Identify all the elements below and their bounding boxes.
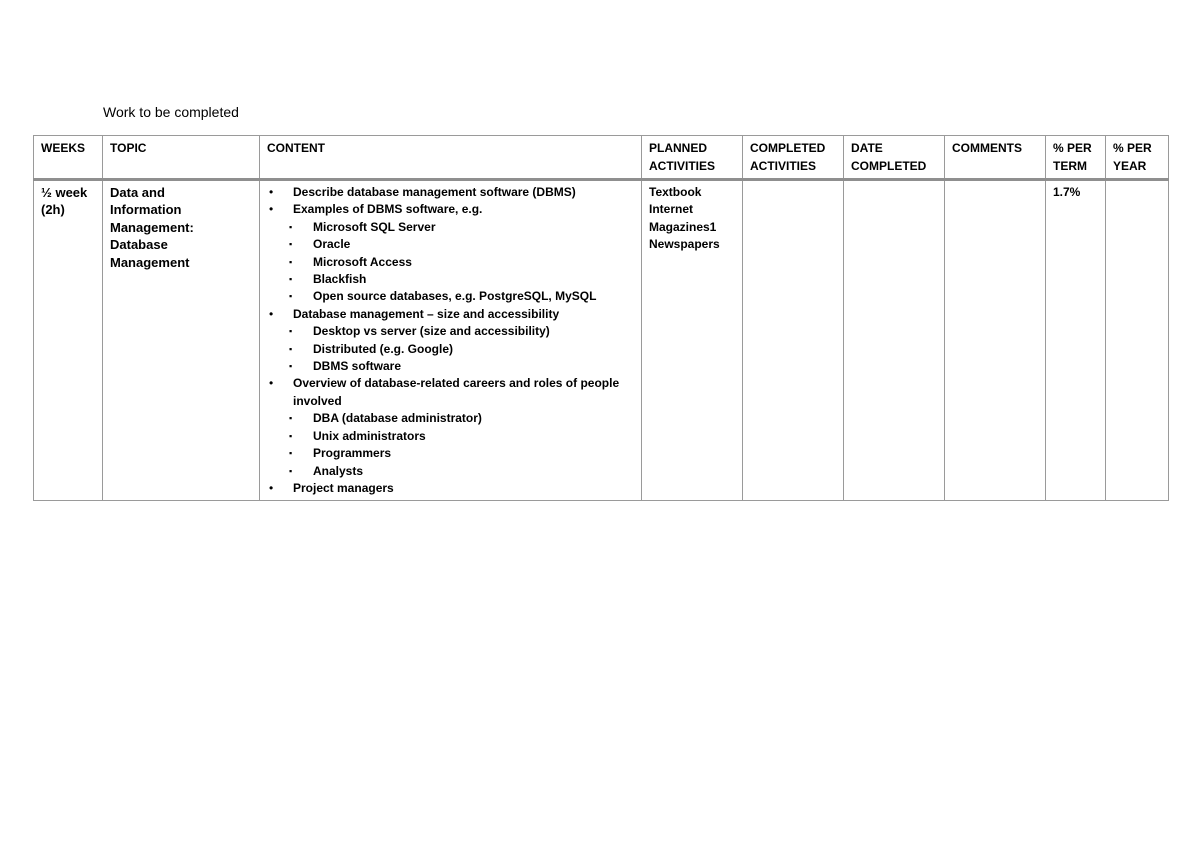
header-row <box>34 136 1169 180</box>
square-bullet-icon: ▪ <box>289 326 293 337</box>
page-heading: Work to be completed <box>103 104 239 120</box>
header-per-year: % PER YEAR <box>1106 136 1169 180</box>
square-bullet-icon: ▪ <box>289 465 293 476</box>
header-content: CONTENT <box>260 136 642 180</box>
list-item: • Overview of database-related careers and roles of people involved <box>269 376 620 408</box>
list-item: ▪ DBMS software <box>267 358 634 375</box>
list-item: • Database management – size and accessibility <box>267 306 634 323</box>
square-bullet-icon: ▪ <box>289 413 293 424</box>
header-completed-activities: COMPLETED ACTIVITIES <box>743 136 844 180</box>
header-topic: TOPIC <box>103 136 260 180</box>
square-bullet-icon: ▪ <box>289 221 293 232</box>
square-bullet-icon: ▪ <box>289 448 293 459</box>
list-item: ▪ Unix administrators <box>267 428 634 445</box>
bullet-icon: • <box>269 480 274 495</box>
date-completed-cell <box>844 180 945 501</box>
square-bullet-icon: ▪ <box>289 239 293 250</box>
list-item: ▪ Distributed (e.g. Google) <box>267 341 634 358</box>
square-bullet-icon: ▪ <box>289 274 293 285</box>
list-item: ▪ DBA (database administrator) <box>267 410 634 427</box>
header-date-completed: DATE COMPLETED <box>844 136 945 180</box>
list-item: ▪ Analysts <box>267 463 634 480</box>
topic-cell: Data and Information Management: Database Management <box>103 180 260 501</box>
list-item: • Examples of DBMS software, e.g. <box>267 201 634 218</box>
square-bullet-icon: ▪ <box>289 291 293 302</box>
content-cell <box>260 180 642 501</box>
list-item: • Describe database management software (DBMS) <box>267 184 634 201</box>
per-term-cell: 1.7% <box>1046 180 1106 501</box>
weeks-cell: ½ week (2h) <box>34 180 103 501</box>
list-item: ▪ Programmers <box>267 445 634 462</box>
bullet-icon: • <box>269 185 274 199</box>
header-per-term: % PER TERM <box>1046 136 1106 180</box>
list-item: ▪ Open source databases, e.g. PostgreSQL, MySQL <box>267 288 634 305</box>
square-bullet-icon: ▪ <box>289 256 293 267</box>
list-item: ▪ Desktop vs server (size and accessibility) <box>267 323 634 340</box>
completed-activities-cell <box>743 180 844 501</box>
table-row <box>34 180 1169 501</box>
bullet-icon: • <box>269 376 274 391</box>
bullet-icon: • <box>269 306 274 321</box>
header-weeks: WEEKS <box>34 136 103 180</box>
comments-cell <box>945 180 1046 501</box>
square-bullet-icon: ▪ <box>289 343 293 354</box>
work-plan-table <box>33 135 1169 501</box>
list-item: ▪ Microsoft SQL Server <box>267 219 634 236</box>
per-year-cell <box>1106 180 1169 501</box>
square-bullet-icon: ▪ <box>289 430 293 441</box>
header-comments: COMMENTS <box>945 136 1046 180</box>
list-item: • Project managers <box>267 480 634 497</box>
square-bullet-icon: ▪ <box>289 361 293 372</box>
list-item: ▪ Microsoft Access <box>267 254 634 271</box>
bullet-icon: • <box>269 202 274 217</box>
header-planned-activities: PLANNED ACTIVITIES <box>642 136 743 180</box>
planned-activities-cell: Textbook Internet Magazines1 Newspapers <box>642 180 743 501</box>
list-item: ▪ Oracle <box>267 236 634 253</box>
list-item: ▪ Blackfish <box>267 271 634 288</box>
content-list <box>267 184 634 497</box>
